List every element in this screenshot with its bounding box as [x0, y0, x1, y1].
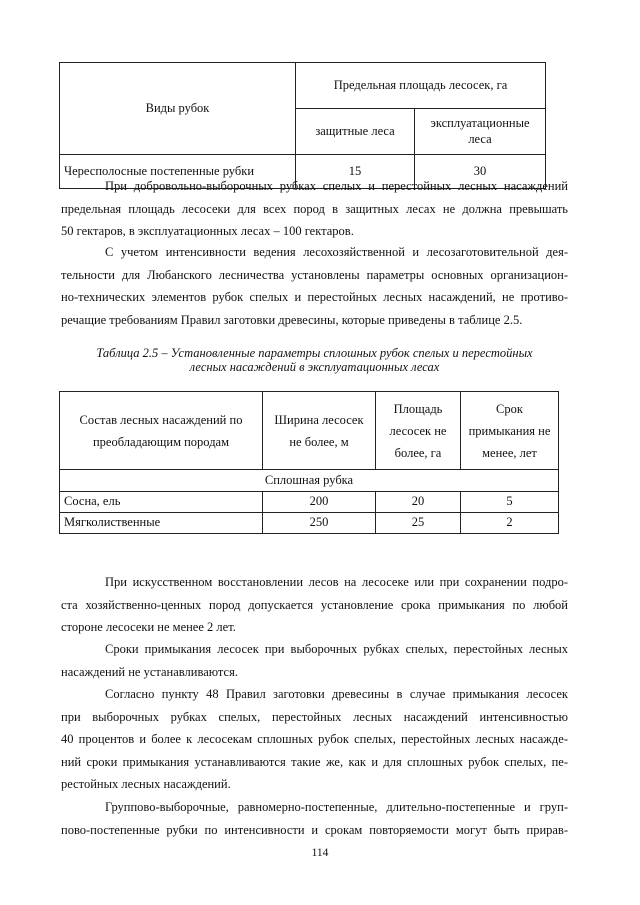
paragraph-3: При искусственном восстановлении лесов на лесосеке или при сохранении подро- ста хозяйственно-ценных пород допускается установление срока примыкания по любой стороне лесосеки не менее 2 лет.	[61, 575, 568, 634]
paragraph-1: При добровольно-выборочных рубках спелых и перестойных лесных насаждений предельная площадь лесосеки для всех пород в защитных лесах не должна превышать 50 гектаров, в эксплуатационных лесах – 100 гектаров.	[61, 179, 568, 238]
paragraph-6: Группово-выборочные, равномерно-постепенные, длительно-постепенные и груп- пово-постепенные рубки по интенсивности и срокам повторяемости могут быть прирав-	[61, 800, 568, 837]
logging-area-limits-table	[59, 62, 546, 189]
header-max-area: Предельная площадь лесосек, га	[296, 63, 546, 109]
paragraph-4: Сроки примыкания лесосек при выборочных рубках спелых, перестойных лесных насаждений не устанавливаются.	[61, 642, 568, 679]
header-logging-types: Виды рубок	[60, 63, 296, 155]
section-clear-cutting: Сплошная рубка	[60, 470, 559, 492]
clear-cutting-parameters-table	[59, 391, 559, 534]
header-protective-forests: защитные леса	[296, 109, 415, 155]
paragraph-2: С учетом интенсивности ведения лесохозяйственной и лесозаготовительной дея- тельности для Любанского лесничества установлены параметры основных организацион- но-технических элементов рубок спелых и перестойных лесных насаждений, не противо- речащие требованиям Правил заготовки древесины, которые приведены в таблице 2.5.	[61, 245, 568, 327]
table-caption: Таблица 2.5 – Установленные параметры сплошных рубок спелых и перестойных лесных насаждений в эксплуатационных лесах	[96, 346, 533, 374]
header-area: Площадь лесосек не более, га	[376, 392, 461, 470]
header-exploitation-forests: эксплуатационные леса	[415, 109, 546, 155]
page-number: 114	[311, 847, 329, 859]
row-exploitation-value: 30	[415, 155, 546, 189]
table-row: Сосна, ель 200 20 5	[60, 492, 559, 513]
paragraph-5: Согласно пункту 48 Правил заготовки древесины в случае примыкания лесосек при выборочных рубках спелых, перестойных лесных насаждений интенсивностью 40 процентов и более к лесосекам сплошных рубок спелых, перестойных лесных насажде- ний сроки примыкания устанавливаются такие же, как и для сплошных рубок спелых, пе- рестойных лесных насаждений.	[61, 687, 568, 791]
header-width: Ширина лесосек не более, м	[263, 392, 376, 470]
header-composition: Состав лесных насаждений по преобладающим породам	[60, 392, 263, 470]
row-protective-value: 15	[296, 155, 415, 189]
header-term: Срок примыкания не менее, лет	[461, 392, 559, 470]
table-row: Мягколиственные 250 25 2	[60, 513, 559, 534]
row-name: Чересполосные постепенные рубки	[60, 155, 296, 189]
